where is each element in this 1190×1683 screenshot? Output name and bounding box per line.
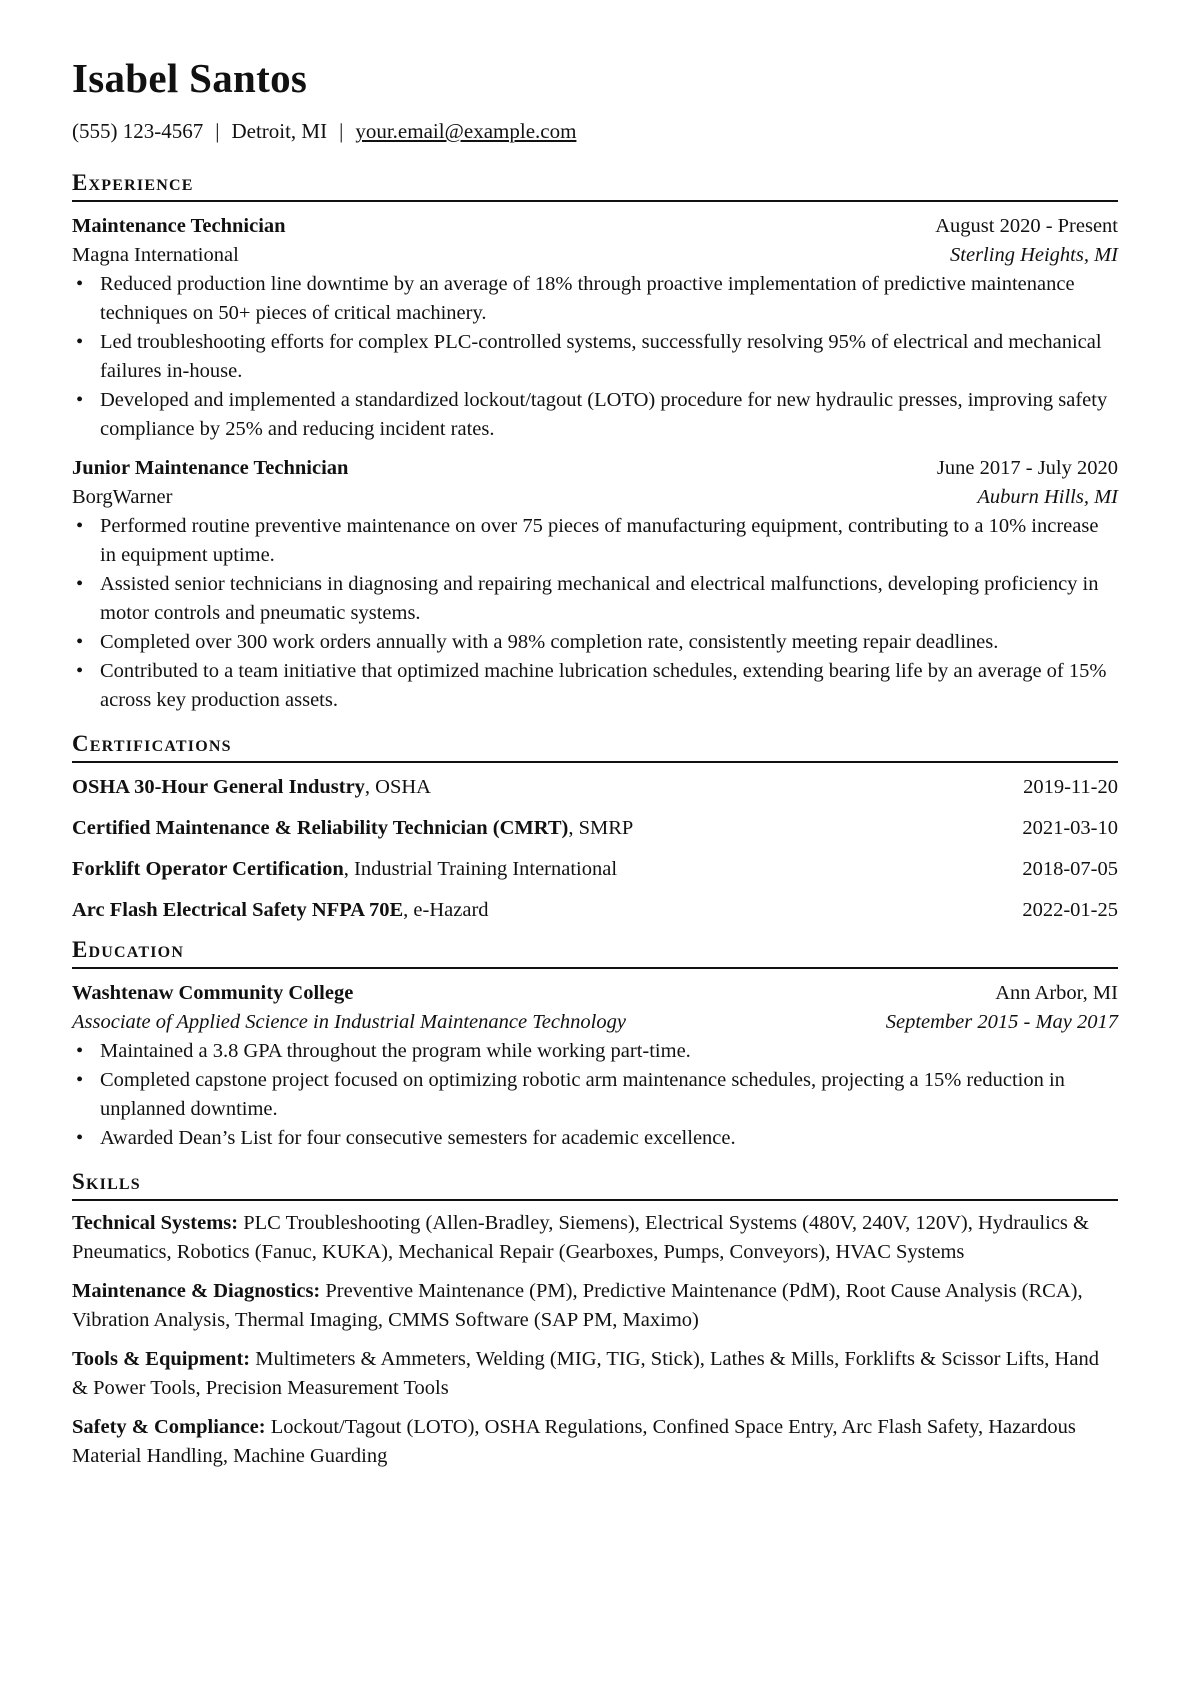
job-entry bbox=[72, 454, 1118, 715]
job-location: Sterling Heights, MI bbox=[950, 244, 1118, 267]
skill-group bbox=[72, 1209, 1118, 1267]
job-header bbox=[72, 454, 1118, 483]
certification-name: OSHA 30-Hour General Industry bbox=[72, 776, 365, 799]
section-title-skills: Skills bbox=[72, 1169, 1118, 1201]
certification-row bbox=[72, 773, 1118, 802]
section-title-education: Education bbox=[72, 937, 1118, 969]
skill-group-text: Lockout/Tagout (LOTO), OSHA Regulations, Confined Space Entry, Arc Flash Safety, Hazardous Material Handling, Machine Guarding bbox=[72, 1416, 1076, 1468]
job-header bbox=[72, 212, 1118, 241]
section-title-experience: Experience bbox=[72, 170, 1118, 202]
job-bullets bbox=[72, 512, 1118, 715]
list-item: • Contributed to a team initiative that optimized machine lubrication schedules, extending bearing life by an average of 15% across key production assets. bbox=[72, 657, 1118, 715]
skill-group bbox=[72, 1345, 1118, 1403]
job-dates: June 2017 - July 2020 bbox=[936, 457, 1118, 480]
education-dates: September 2015 - May 2017 bbox=[885, 1011, 1118, 1034]
job-entry bbox=[72, 212, 1118, 444]
skills-list bbox=[72, 1209, 1118, 1471]
contact-separator: | bbox=[339, 119, 344, 144]
skill-group-label: Tools & Equipment: bbox=[72, 1348, 251, 1371]
school-name: Washtenaw Community College bbox=[72, 982, 354, 1005]
certification-date: 2019-11-20 bbox=[1023, 776, 1118, 799]
certification-date: 2022-01-25 bbox=[1022, 899, 1118, 922]
certification-issuer: , Industrial Training International bbox=[343, 858, 618, 881]
certification-list bbox=[72, 773, 1118, 925]
job-subheader bbox=[72, 483, 1118, 512]
certification-name: Forklift Operator Certification bbox=[72, 858, 344, 881]
certification-issuer: , OSHA bbox=[364, 776, 431, 799]
list-item: • Reduced production line downtime by an average of 18% through proactive implementation of predictive maintenance techniques on 50+ pieces of critical machinery. bbox=[72, 270, 1118, 328]
skills-section bbox=[72, 1169, 1118, 1471]
certification-date: 2018-07-05 bbox=[1022, 858, 1118, 881]
experience-section bbox=[72, 170, 1118, 715]
job-subheader bbox=[72, 241, 1118, 270]
list-item: • Developed and implemented a standardized lockout/tagout (LOTO) procedure for new hydraulic presses, improving safety compliance by 25% and reducing incident rates. bbox=[72, 386, 1118, 444]
job-role: Junior Maintenance Technician bbox=[72, 457, 349, 480]
list-item: • Completed capstone project focused on optimizing robotic arm maintenance schedules, projecting a 15% reduction in unplanned downtime. bbox=[72, 1066, 1118, 1124]
list-item: • Awarded Dean’s List for four consecutive semesters for academic excellence. bbox=[72, 1124, 1118, 1153]
skill-group-label: Technical Systems: bbox=[72, 1212, 239, 1235]
certification-name: Certified Maintenance & Reliability Technician (CMRT) bbox=[72, 817, 569, 840]
education-bullets bbox=[72, 1037, 1118, 1153]
section-title-certifications: Certifications bbox=[72, 731, 1118, 763]
skill-group bbox=[72, 1413, 1118, 1471]
certification-row bbox=[72, 814, 1118, 843]
job-company: BorgWarner bbox=[72, 486, 173, 509]
degree-name: Associate of Applied Science in Industrial Maintenance Technology bbox=[72, 1011, 626, 1034]
skill-group-text: PLC Troubleshooting (Allen-Bradley, Siemens), Electrical Systems (480V, 240V, 120V), Hydraulics & Pneumatics, Robotics (Fanuc, KUKA), Mechanical Repair (Gearboxes, Pumps, Conveyors), HVAC Systems bbox=[72, 1212, 1089, 1264]
email-link[interactable]: your.email@example.com bbox=[355, 119, 577, 144]
certification-row bbox=[72, 855, 1118, 884]
job-company: Magna International bbox=[72, 244, 239, 267]
education-section bbox=[72, 937, 1118, 1153]
certification-name: Arc Flash Electrical Safety NFPA 70E bbox=[72, 899, 404, 922]
certification-issuer: , SMRP bbox=[568, 817, 634, 840]
job-bullets bbox=[72, 270, 1118, 444]
education-subheader bbox=[72, 1008, 1118, 1037]
skill-group bbox=[72, 1277, 1118, 1335]
skill-group-label: Safety & Compliance: bbox=[72, 1416, 266, 1439]
job-role: Maintenance Technician bbox=[72, 215, 286, 238]
certifications-section bbox=[72, 731, 1118, 925]
list-item: • Completed over 300 work orders annually with a 98% completion rate, consistently meeting repair deadlines. bbox=[72, 628, 1118, 657]
job-dates: August 2020 - Present bbox=[935, 215, 1118, 238]
education-header bbox=[72, 979, 1118, 1008]
resume-content bbox=[72, 56, 1118, 1481]
contact-separator: | bbox=[215, 119, 220, 144]
education-entry bbox=[72, 979, 1118, 1153]
list-item: • Assisted senior technicians in diagnosing and repairing mechanical and electrical malfunctions, developing proficiency in motor controls and pneumatic systems. bbox=[72, 570, 1118, 628]
list-item: • Led troubleshooting efforts for complex PLC-controlled systems, successfully resolving 95% of electrical and mechanical failures in-house. bbox=[72, 328, 1118, 386]
location: Detroit, MI bbox=[231, 119, 328, 144]
certification-issuer: , e-Hazard bbox=[403, 899, 489, 922]
list-item: • Performed routine preventive maintenance on over 75 pieces of manufacturing equipment, contributing to a 10% increase in equipment uptime. bbox=[72, 512, 1118, 570]
skill-group-text: Preventive Maintenance (PM), Predictive Maintenance (PdM), Root Cause Analysis (RCA), Vibration Analysis, Thermal Imaging, CMMS Software (SAP PM, Maximo) bbox=[72, 1280, 1083, 1332]
list-item: • Maintained a 3.8 GPA throughout the program while working part-time. bbox=[72, 1037, 1118, 1066]
school-location: Ann Arbor, MI bbox=[995, 982, 1118, 1005]
skill-group-text: Multimeters & Ammeters, Welding (MIG, TIG, Stick), Lathes & Mills, Forklifts & Scissor Lifts, Hand & Power Tools, Precision Measurement Tools bbox=[72, 1348, 1099, 1400]
contact-line bbox=[72, 119, 1118, 144]
candidate-name: Isabel Santos bbox=[72, 55, 308, 101]
skill-group-label: Maintenance & Diagnostics: bbox=[72, 1280, 321, 1303]
phone-number: (555) 123-4567 bbox=[72, 119, 204, 144]
certification-row bbox=[72, 896, 1118, 925]
job-location: Auburn Hills, MI bbox=[977, 486, 1118, 509]
certification-date: 2021-03-10 bbox=[1022, 817, 1118, 840]
